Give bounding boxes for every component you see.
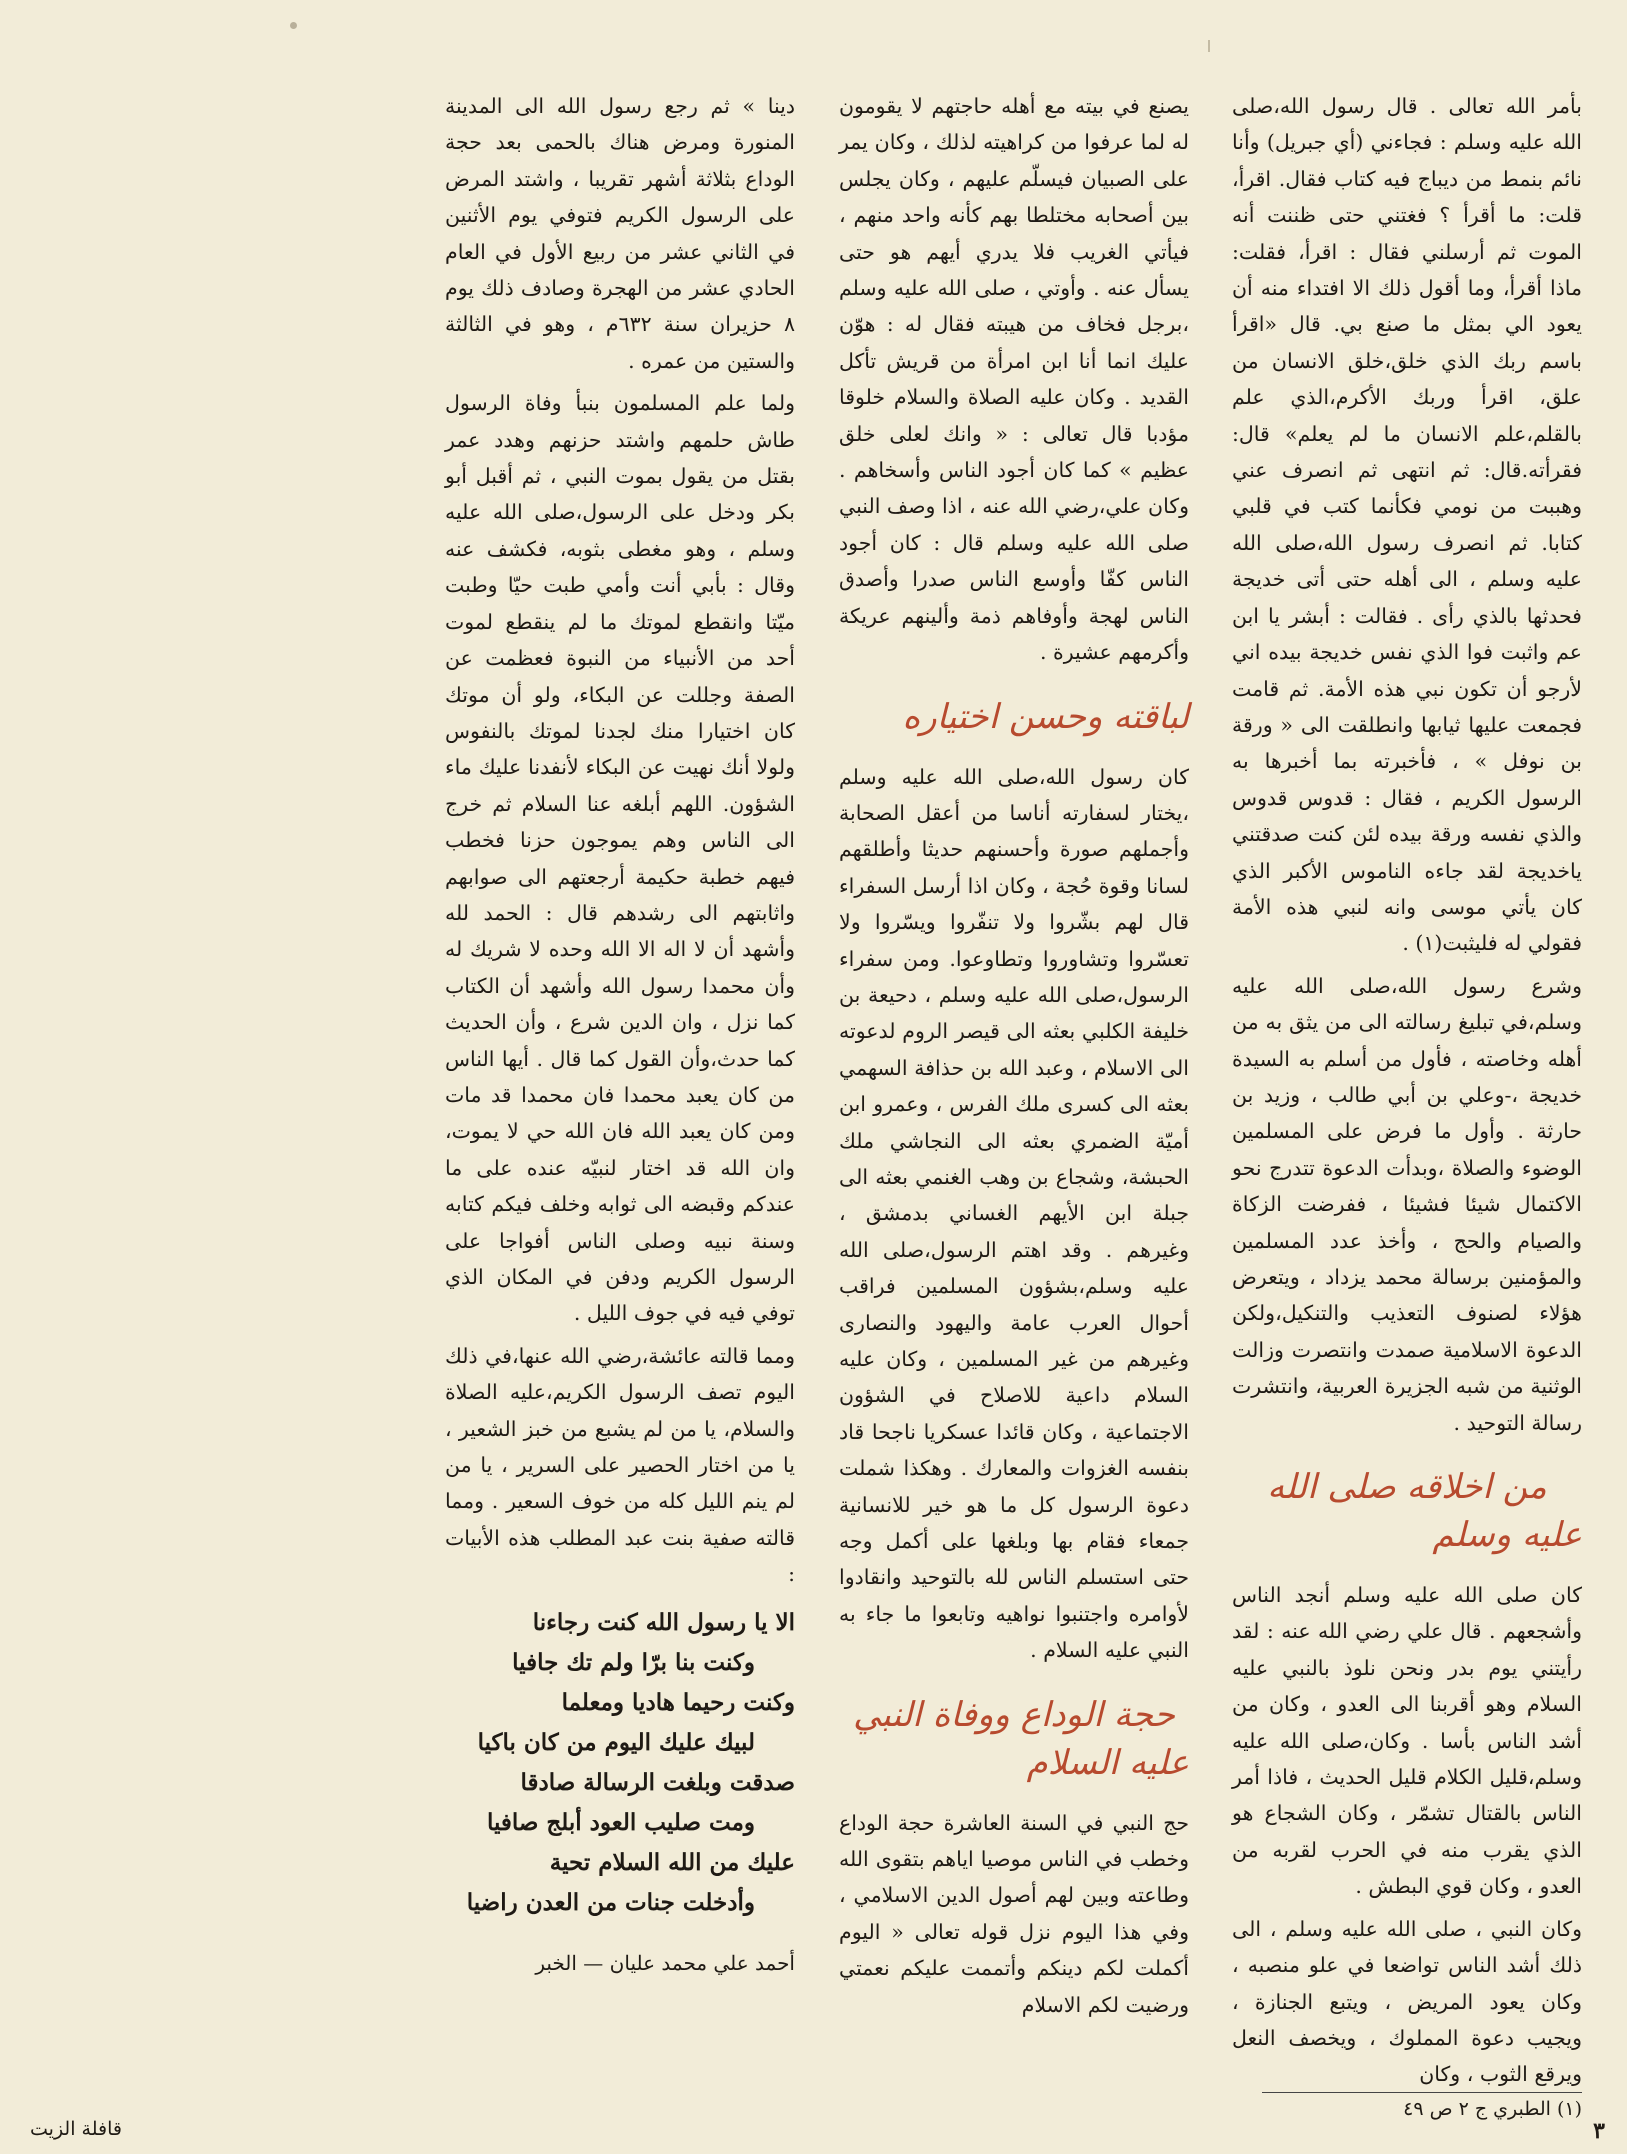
section-heading: لباقته وحسن اختياره [902, 696, 1189, 737]
poem-verse: صدقت وبلغت الرسالة صادقا [520, 1768, 795, 1796]
poem-verse: وأدخلت جنات من العدن راضيا [466, 1888, 755, 1916]
footnote: (١) الطبري ج ٢ ص ٤٩ [1403, 2098, 1582, 2120]
print-mark [1208, 40, 1210, 52]
magazine-name: قافلة الزيت [30, 2118, 122, 2140]
paragraph: كان صلى الله عليه وسلم أنجد الناس وأشجعهم . قال علي رضي الله عنه : لقد رأيتني يوم بدر ونحن نلوذ بالنبي عليه السلام وهو أقربنا الى العدو ، وكان من أشد الناس بأسا . وكان،صلى الله عليه وسلم،قليل الكلام قليل الحديث ، فاذا أمر الناس بالقتال تشمّر ، وكان الشجاع هو الذي يقرب منه في الحرب لقربه من العدو ، وكان قوي البطش . [1232, 1583, 1582, 1899]
poem-verse: ومت صليب العود أبلج صافيا [486, 1808, 755, 1836]
paragraph: وشرع رسول الله،صلى الله عليه وسلم،في تبليغ رسالته الى من يثق به من أهله وخاصته ، فأول من أسلم به السيدة خديجة ،-وعلي بن أبي طالب ، وزيد بن حارثة . وأول ما فرض على المسلمين الوضوء والصلاة ،وبدأت الدعوة تتدرج نحو الاكتمال شيئا فشيئا ، ففرضت الزكاة والصيام والحج ، وأخذ عدد المسلمين والمؤمنين برسالة محمد يزداد ، ويتعرض هؤلاء لصنوف التعذيب والتنكيل،ولكن الدعوة الاسلامية صمدت وانتصرت وزالت الوثنية من شبه الجزيرة العربية، وانتشرت رسالة التوحيد . [1232, 973, 1582, 1435]
section-heading: من اخلاقه صلى الله عليه وسلم [1267, 1467, 1582, 1556]
column-1 [1232, 88, 1582, 2099]
column-2 [839, 88, 1189, 2029]
paragraph: يصنع في بيته مع أهله حاجتهم لا يقومون له لما عرفوا من كراهيته لذلك ، وكان يمر على الصبيان فيسلّم عليهم ، وكان يجلس بين أصحابه مختلطا بهم كأنه واحد منهم ، فيأتي الغريب فلا يدري أيهم هو حتى يسأل عنه . وأوتي ، صلى الله عليه وسلم ،برجل فخاف من هيبته فقال له : هوّن عليك انما أنا ابن امرأة من قريش تأكل القديد . وكان عليه الصلاة والسلام خلوقا مؤدبا قال تعالى : « وانك لعلى خلق عظيم » كما كان أجود الناس وأسخاهم . وكان علي،رضي الله عنه ، اذا وصف النبي صلى الله عليه وسلم قال : كان أجود الناس كفّا وأوسع الناس صدرا وأصدق الناس لهجة وأوفاهم ذمة وألينهم عريكة وأكرمهم عشيرة . [839, 94, 1189, 665]
poem-verse: وكنت رحيما هاديا ومعلما [561, 1688, 795, 1716]
paragraph: حج النبي في السنة العاشرة حجة الوداع وخطب في الناس موصيا اياهم بتقوى الله وطاعته وبين لهم أصول الدين الاسلامي ، وفي هذا اليوم نزل قوله تعالى « اليوم أكملت لكم دينكم وأتممت عليكم نعمتي ورضيت لكم الاسلام [839, 1810, 1189, 2017]
paragraph: ولما علم المسلمون بنبأ وفاة الرسول طاش حلمهم واشتد حزنهم وهدد عمر بقتل من يقول بموت النبي ، ثم أقبل أبو بكر ودخل على الرسول،صلى الله عليه وسلم ، وهو مغطى بثوبه، فكشف عنه وقال : بأبي أنت وأمي طبت حيّا وطبت ميّتا وانقطع لموتك ما لم ينقطع لموت أحد من الأنبياء من النبوة فعظمت عن الصفة وجللت عن البكاء، ولو أن موتك كان اختيارا منك لجدنا لموتك بالنفوس ولولا أنك نهيت عن البكاء لأنفدنا عليك ماء الشؤون. اللهم أبلغه عنا السلام ثم خرج الى الناس وهم يموجون حزنا فخطب فيهم خطبة حكيمة أرجعتهم الى صوابهم واثابتهم الى رشدهم قال : الحمد لله وأشهد أن لا اله الا الله وحده لا شريك له وأن محمدا رسول الله وأشهد أن الكتاب كما نزل ، وان الدين شرع ، وأن الحديث كما حدث،وأن القول كما قال . أيها الناس من كان يعبد محمدا فان محمدا قد مات ومن كان يعبد الله فان الله حي لا يموت، وان الله قد اختار لنبيّه عنده على ما عندكم وقبضه الى ثوابه وخلف فيكم كتابه وسنة نبيه وصلى الناس أفواجا على الرسول الكريم ودفن في المكان الذي توفي فيه في جوف الليل . [445, 391, 795, 1326]
column-3 [445, 88, 795, 1981]
author-signature: أحمد علي محمد عليان — الخبر [535, 1950, 795, 1975]
paragraph: بأمر الله تعالى . قال رسول الله،صلى الله عليه وسلم : فجاءني (أي جبريل) وأنا نائم بنمط من ديباج فيه كتاب فقال. اقرأ، قلت: ما أقرأ ؟ فغتني حتى ظننت أنه الموت ثم أرسلني فقال : اقرأ، فقلت: ماذا أقرأ، وما أقول ذلك الا افتداء منه أن يعود الي بمثل ما صنع بي. قال «اقرأ باسم ربك الذي خلق،خلق الانسان من علق، اقرأ وربك الأكرم،الذي علم بالقلم،علم الانسان ما لم يعلم» قال: فقرأته.قال: ثم انتهى ثم انصرف عني وهببت من نومي فكأنما كتب في قلبي كتابا. ثم انصرف رسول الله،صلى الله عليه وسلم ، الى أهله حتى أتى خديجة فحدثها بالذي رأى . فقالت : أبشر يا ابن عم واثبت فوا الذي نفس خديجة بيده اني لأرجو أن تكون نبي هذه الأمة. ثم قامت فجمعت عليها ثيابها وانطلقت الى « ورقة بن نوفل » ، فأخبرته بما أخبرها به الرسول الكريم ، فقال : قدوس قدوس والذي نفسه ورقة بيده لئن كنت صدقتني ياخديجة لقد جاءه الناموس الأكبر الذي كان يأتي موسى وانه لنبي هذه الأمة فقولي له فليثبت(١) . [1232, 94, 1582, 956]
poem-verse: عليك من الله السلام تحية [549, 1848, 795, 1876]
poem-verse: لبيك عليك اليوم من كان باكيا [477, 1728, 755, 1756]
poem [445, 1603, 795, 1923]
footnote-divider [1262, 2092, 1582, 2093]
paragraph: وكان النبي ، صلى الله عليه وسلم ، الى ذلك أشد الناس تواضعا في علو منصبه ، وكان يعود المريض ، ويتبع الجنازة ، ويجيب دعوة المملوك ، ويخصف النعل ويرقع الثوب ، وكان [1232, 1916, 1582, 2087]
poem-verse: وكنت بنا برّا ولم تك جافيا [512, 1648, 755, 1676]
paragraph: كان رسول الله،صلى الله عليه وسلم ،يختار لسفارته أناسا من أعقل الصحابة وأجملهم صورة وأحسنهم حديثا وأطلقهم لسانا وقوة حُجة ، وكان اذا أرسل السفراء قال لهم بشّروا ولا تنفّروا ويسّروا ولا تعسّروا وتشاوروا وتطاوعوا. ومن سفراء الرسول،صلى الله عليه وسلم ، دحيعة بن خليفة الكلبي بعثه الى قيصر الروم لدعوته الى الاسلام ، وعبد الله بن حذافة السهمي بعثه الى كسرى ملك الفرس ، وعمرو ابن أميّة الضمري بعثه الى النجاشي ملك الحبشة، وشجاع بن وهب الغنمي بعثه الى جبلة ابن الأيهم الغساني بدمشق ، وغيرهم . وقد اهتم الرسول،صلى الله عليه وسلم،بشؤون المسلمين فراقب أحوال العرب عامة واليهود والنصارى وغيرهم من غير المسلمين ، وكان عليه السلام داعية للاصلاح في الشؤون الاجتماعية ، وكان قائدا عسكريا ناجحا قاد بنفسه الغزوات والمعارك . وهكذا شملت دعوة الرسول كل ما هو خير للانسانية جمعاء فقام بها وبلغها على أكمل وجه حتى استسلم الناس لله بالتوحيد وانقادوا لأوامره واجتنبوا نواهيه وتابعوا ما جاء به النبي عليه السلام . [839, 764, 1189, 1663]
paragraph: ومما قالته عائشة،رضي الله عنها،في ذلك اليوم تصف الرسول الكريم،عليه الصلاة والسلام، يا من لم يشبع من خبز الشعير ، يا من اختار الحصير على السرير ، يا من لم ينم الليل كله من خوف السعير . ومما قالته صفية بنت عبد المطلب هذه الأبيات : [445, 1343, 795, 1587]
print-dot [290, 22, 297, 29]
section-heading: حجة الوداع ووفاة النبي عليه السلام [853, 1694, 1189, 1783]
poem-verse: الا يا رسول الله كنت رجاءنا [532, 1608, 795, 1636]
page-number: ٣ [1593, 2118, 1605, 2144]
paragraph: دينا » ثم رجع رسول الله الى المدينة المنورة ومرض هناك بالحمى بعد حجة الوداع بثلاثة أشهر تقريبا ، واشتد المرض على الرسول الكريم فتوفي يوم الأثنين في الثاني عشر من ربيع الأول في العام الحادي عشر من الهجرة وصادف ذلك يوم ٨ حزيران سنة ٦٣٢م ، وهو في الثالثة والستين من عمره . [445, 94, 796, 373]
